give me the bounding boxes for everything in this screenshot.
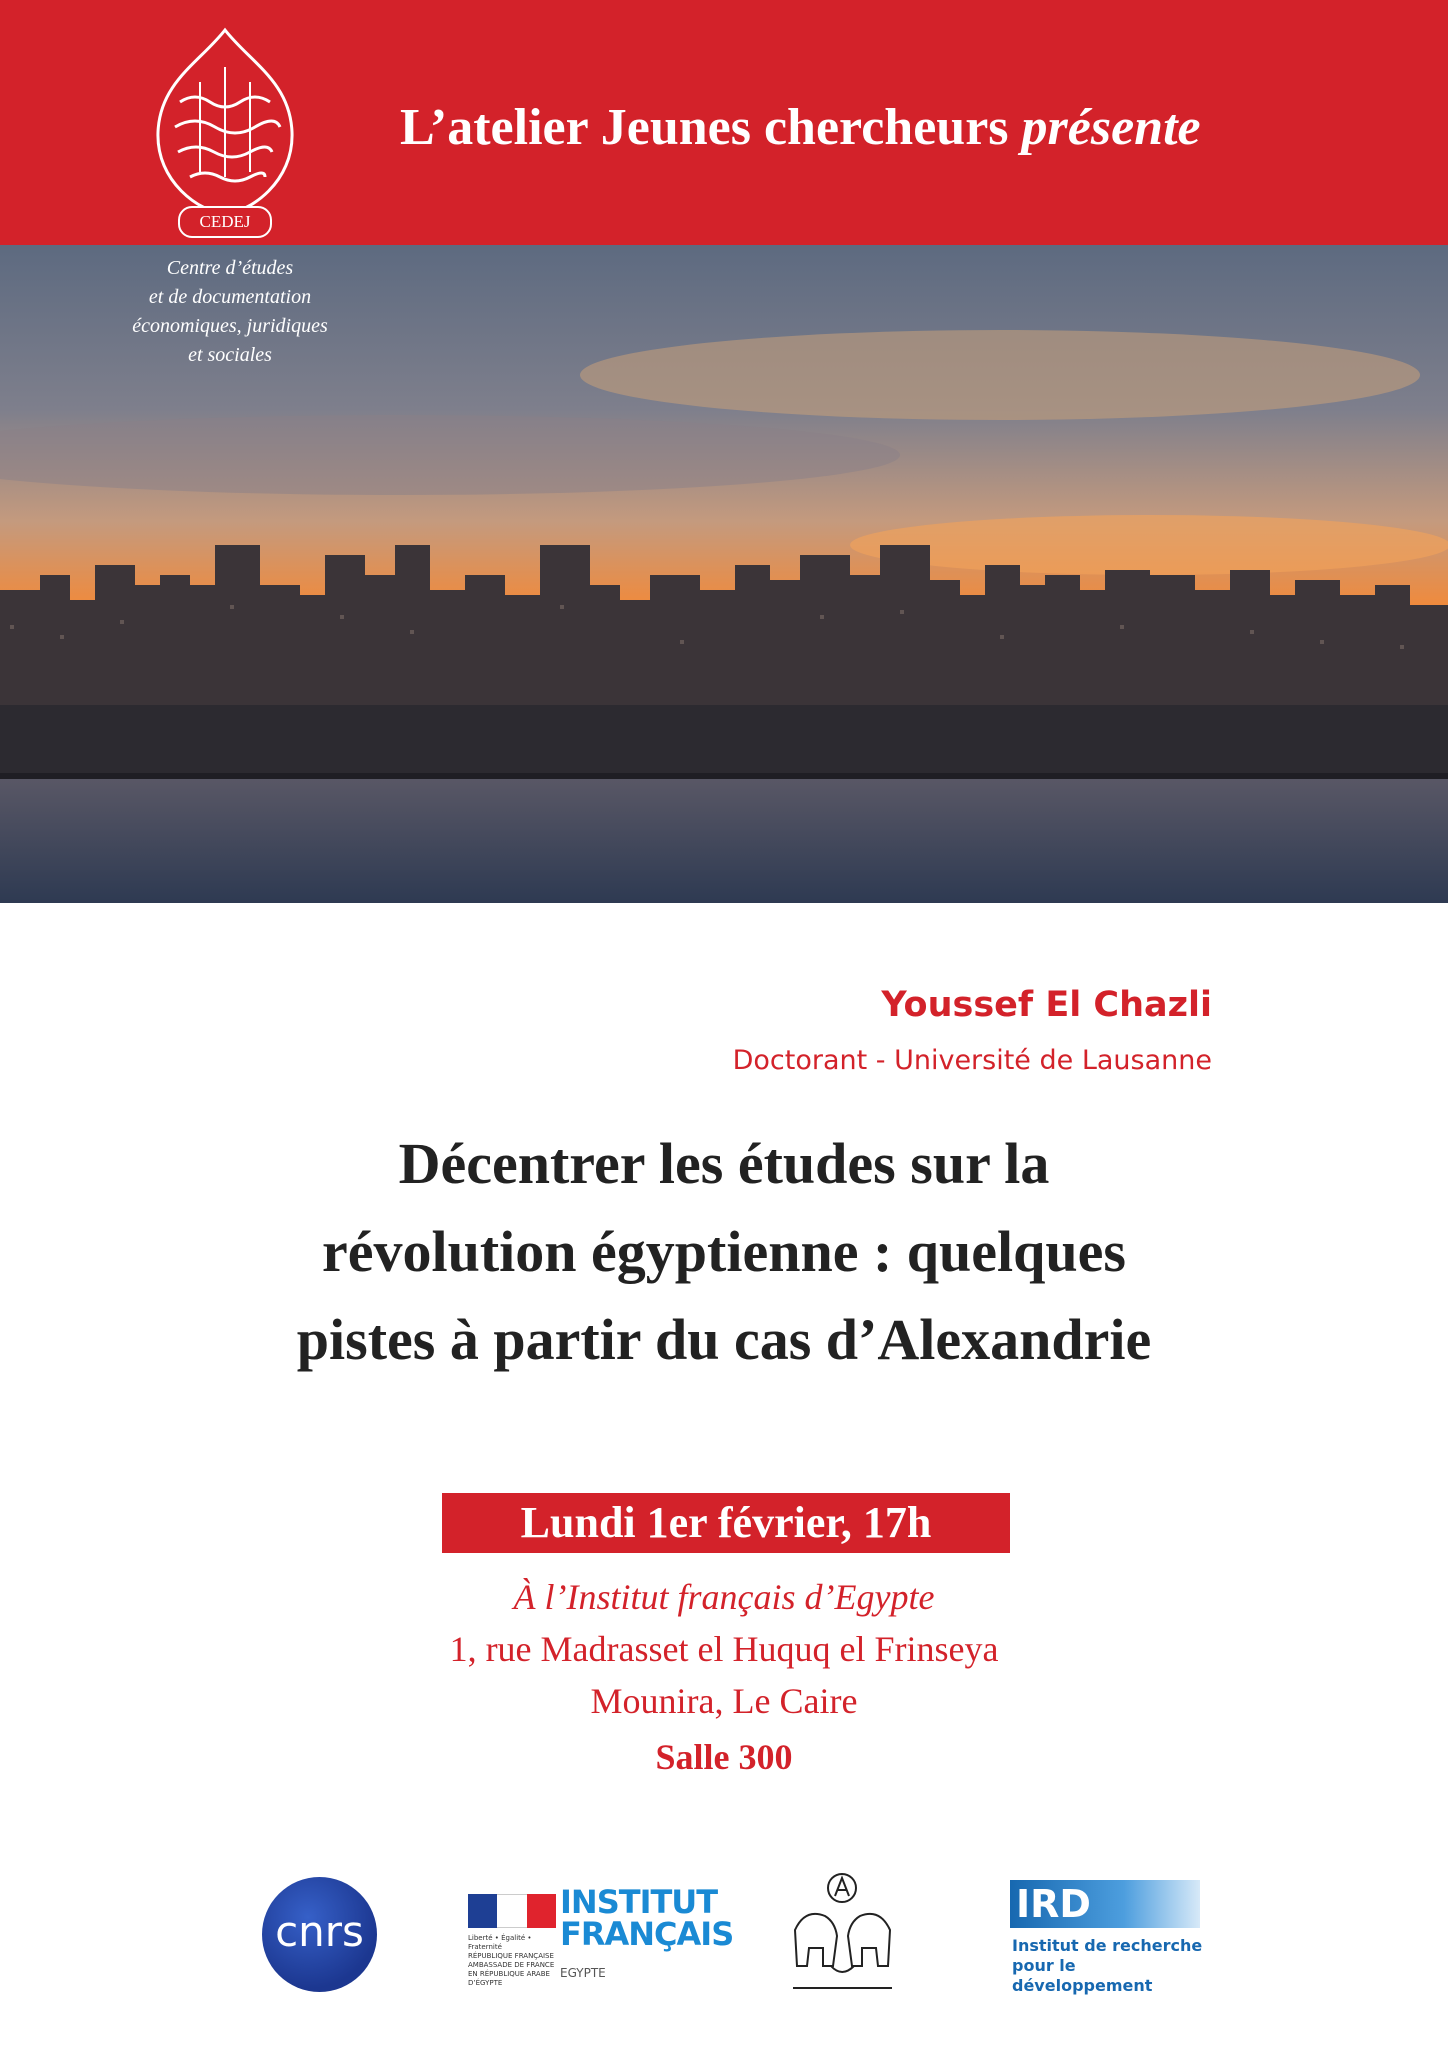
institut-francais-wordmark [560, 1883, 734, 1953]
french-republic-flag-icon [468, 1894, 556, 1928]
ird-banner [1010, 1880, 1200, 1928]
ambassade-text-line: RÉPUBLIQUE FRANÇAISE [468, 1952, 554, 1960]
talk-title-line: révolution égyptienne : quelques [322, 1219, 1126, 1284]
institut-francais-line1: INSTITUT [560, 1883, 718, 1921]
ambassade-text [468, 1934, 558, 1988]
institut-francais-logo [468, 1883, 734, 1987]
ambassade-text-line: AMBASSADE DE FRANCE [468, 1961, 555, 1969]
cedej-description-line: et sociales [188, 344, 272, 366]
institut-francais-line2: FRANÇAIS [560, 1915, 734, 1953]
ird-fullname [1012, 1936, 1205, 1996]
ird-logo [1010, 1880, 1205, 1995]
cedej-description-line: et de documentation [148, 286, 312, 308]
event-date: Lundi 1er février, 17h [442, 1493, 1010, 1553]
cnrs-logo [262, 1877, 377, 1992]
cedej-label: CEDEJ [178, 206, 272, 238]
venue-name: À l’Institut français d’Egypte [513, 1577, 935, 1617]
cedej-description-line: économiques, juridiques [132, 315, 328, 337]
cedej-calligraphy-logo [140, 22, 310, 237]
ambassade-text-line: EN RÉPUBLIQUE ARABE [468, 1970, 550, 1978]
header-title-main: L’atelier Jeunes chercheurs [400, 99, 1009, 156]
institut-francais-country: EGYPTE [560, 1966, 606, 1980]
cedej-description-line: Centre d’études [166, 257, 294, 279]
venue-address-line2: Mounira, Le Caire [590, 1681, 858, 1721]
venue-address-line1: 1, rue Madrasset el Huquq el Frinseya [449, 1629, 999, 1669]
ird-acronym: IRD [1016, 1882, 1091, 1926]
ird-fullname-line: pour le développement [1012, 1956, 1153, 1995]
cedej-description [95, 254, 365, 370]
ifao-sphinx-logo [785, 1870, 900, 1995]
header-title-italic: présente [1021, 99, 1201, 156]
header-band [0, 0, 1448, 245]
speaker-affiliation: Doctorant - Université de Lausanne [732, 1045, 1212, 1076]
ird-fullname-line: Institut de recherche [1012, 1936, 1203, 1955]
venue-room: Salle 300 [655, 1737, 793, 1777]
cnrs-logo-text: cnrs [275, 1907, 364, 1956]
talk-title-line: pistes à partir du cas d’Alexandrie [296, 1307, 1152, 1372]
header-title [400, 98, 1201, 157]
ambassade-text-line: Liberté • Égalité • Fraternité [468, 1934, 532, 1951]
talk-title-line: Décentrer les études sur la [398, 1131, 1050, 1196]
ambassade-text-line: D’ÉGYPTE [468, 1979, 503, 1987]
speaker-name: Youssef El Chazli [881, 985, 1212, 1025]
